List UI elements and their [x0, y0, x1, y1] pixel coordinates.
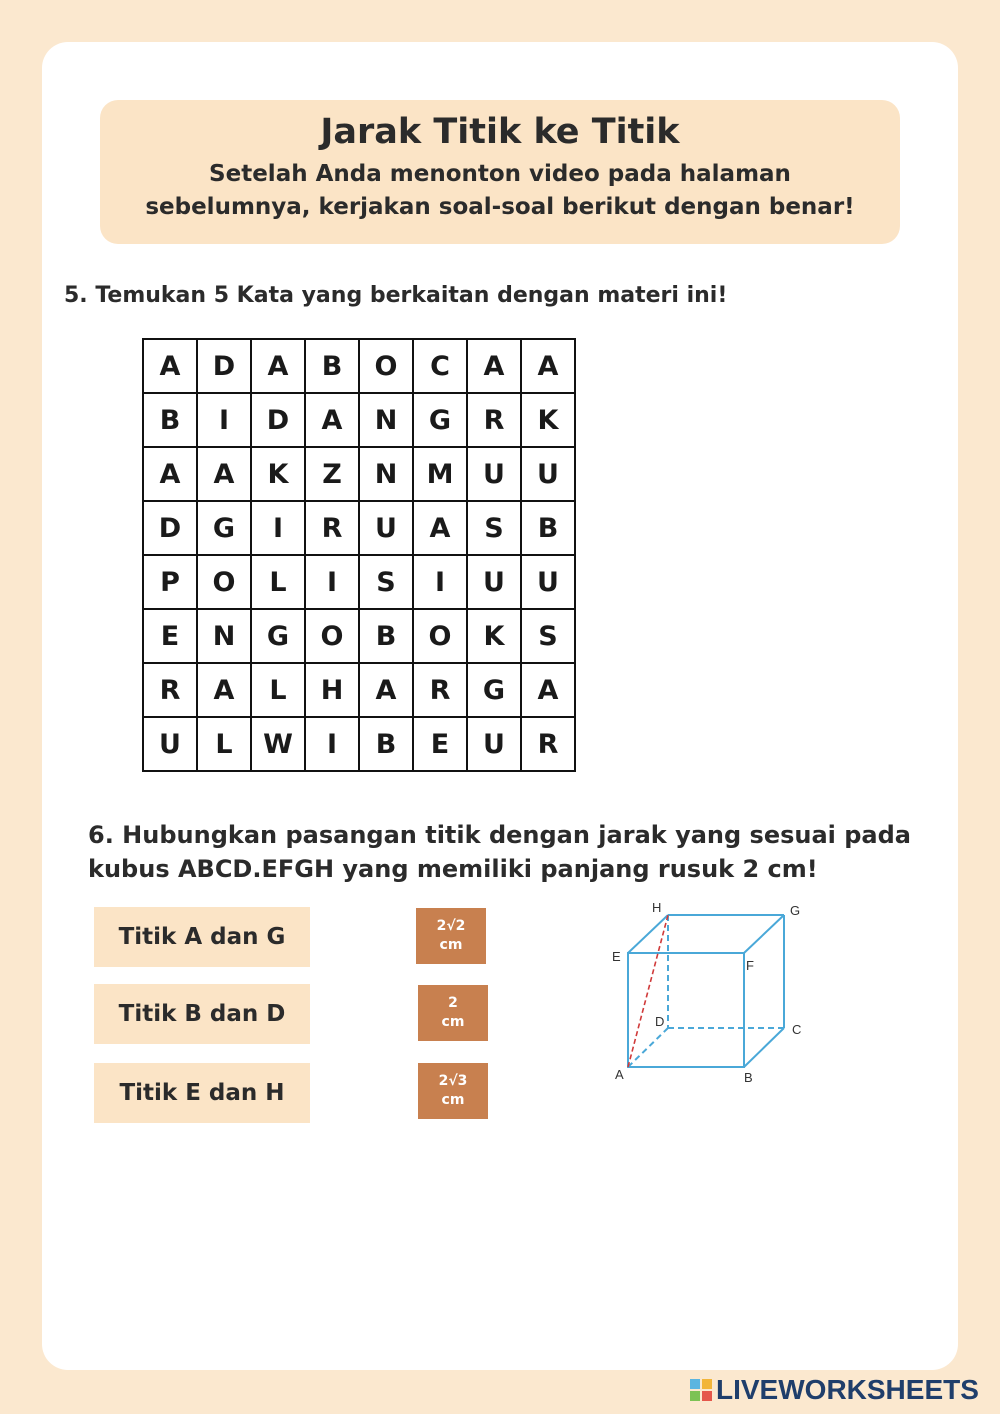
- grid-cell[interactable]: G: [251, 609, 305, 663]
- grid-cell[interactable]: D: [251, 393, 305, 447]
- question-5-text: 5. Temukan 5 Kata yang berkaitan dengan materi ini!: [64, 283, 728, 308]
- grid-cell[interactable]: U: [467, 555, 521, 609]
- brand-name: LIVEWORKSHEETS: [716, 1374, 979, 1405]
- distance-value: 2√2: [436, 918, 466, 934]
- grid-cell[interactable]: A: [197, 447, 251, 501]
- grid-cell[interactable]: N: [197, 609, 251, 663]
- edge-bc: [744, 1028, 784, 1067]
- grid-cell[interactable]: L: [251, 555, 305, 609]
- grid-cell[interactable]: K: [467, 609, 521, 663]
- subtitle-line-1: Setelah Anda menonton video pada halaman: [209, 161, 791, 187]
- grid-cell[interactable]: C: [413, 339, 467, 393]
- grid-cell[interactable]: G: [413, 393, 467, 447]
- label-f: F: [746, 958, 754, 973]
- grid-cell[interactable]: L: [251, 663, 305, 717]
- grid-cell[interactable]: A: [413, 501, 467, 555]
- grid-cell[interactable]: I: [197, 393, 251, 447]
- label-a: A: [615, 1067, 624, 1082]
- grid-cell[interactable]: B: [359, 609, 413, 663]
- edge-eh: [628, 915, 668, 953]
- label-d: D: [655, 1014, 665, 1029]
- grid-cell[interactable]: N: [359, 393, 413, 447]
- grid-cell[interactable]: R: [413, 663, 467, 717]
- point-pair-a-g[interactable]: Titik A dan G: [94, 907, 310, 967]
- grid-cell[interactable]: S: [467, 501, 521, 555]
- distance-option-2[interactable]: [418, 985, 488, 1041]
- grid-cell[interactable]: K: [251, 447, 305, 501]
- grid-cell[interactable]: R: [467, 393, 521, 447]
- distance-unit: cm: [441, 1014, 465, 1030]
- grid-row: [143, 663, 575, 717]
- label-h: H: [652, 900, 662, 915]
- label-b: B: [744, 1070, 753, 1085]
- grid-cell[interactable]: B: [143, 393, 197, 447]
- distance-unit: cm: [439, 937, 463, 953]
- diagonal-ah: [628, 915, 668, 1067]
- grid-cell[interactable]: U: [521, 447, 575, 501]
- grid-row: [143, 717, 575, 771]
- grid-cell[interactable]: R: [305, 501, 359, 555]
- question-6-line-1: 6. Hubungkan pasangan titik dengan jarak yang sesuai pada: [88, 821, 911, 849]
- grid-cell[interactable]: O: [305, 609, 359, 663]
- grid-cell[interactable]: B: [521, 501, 575, 555]
- distance-option-3[interactable]: [418, 1063, 488, 1119]
- cube-diagram: [600, 895, 820, 1095]
- distance-value: 2: [448, 995, 458, 1011]
- grid-cell[interactable]: O: [413, 609, 467, 663]
- grid-cell[interactable]: A: [467, 339, 521, 393]
- grid-cell[interactable]: D: [197, 339, 251, 393]
- grid-cell[interactable]: O: [359, 339, 413, 393]
- grid-cell[interactable]: S: [359, 555, 413, 609]
- page-subtitle: [100, 158, 900, 224]
- grid-cell[interactable]: I: [251, 501, 305, 555]
- question-6-text: [88, 818, 948, 886]
- grid-cell[interactable]: A: [197, 663, 251, 717]
- grid-cell[interactable]: E: [413, 717, 467, 771]
- word-search-grid: [142, 338, 576, 772]
- distance-value: 2√3: [438, 1073, 468, 1089]
- point-pair-e-h[interactable]: Titik E dan H: [94, 1063, 310, 1123]
- grid-cell[interactable]: G: [467, 663, 521, 717]
- grid-cell[interactable]: A: [305, 393, 359, 447]
- grid-row: [143, 555, 575, 609]
- grid-cell[interactable]: U: [359, 501, 413, 555]
- grid-cell[interactable]: A: [143, 339, 197, 393]
- grid-cell[interactable]: W: [251, 717, 305, 771]
- grid-cell[interactable]: K: [521, 393, 575, 447]
- footer-logo: [690, 1374, 979, 1406]
- grid-cell[interactable]: O: [197, 555, 251, 609]
- grid-cell[interactable]: S: [521, 609, 575, 663]
- grid-cell[interactable]: I: [305, 555, 359, 609]
- edge-fg: [744, 915, 784, 953]
- grid-cell[interactable]: R: [143, 663, 197, 717]
- grid-cell[interactable]: I: [305, 717, 359, 771]
- point-pair-b-d[interactable]: Titik B dan D: [94, 984, 310, 1044]
- grid-row: [143, 339, 575, 393]
- grid-cell[interactable]: U: [521, 555, 575, 609]
- page-title: Jarak Titik ke Titik: [320, 112, 680, 152]
- distance-unit: cm: [441, 1092, 465, 1108]
- distance-option-1[interactable]: [416, 908, 486, 964]
- grid-cell[interactable]: A: [521, 339, 575, 393]
- edge-ad-hidden: [628, 1028, 668, 1067]
- grid-cell[interactable]: A: [359, 663, 413, 717]
- grid-row: [143, 501, 575, 555]
- label-c: C: [792, 1022, 802, 1037]
- grid-cell[interactable]: P: [143, 555, 197, 609]
- grid-cell[interactable]: L: [197, 717, 251, 771]
- grid-cell[interactable]: A: [521, 663, 575, 717]
- grid-cell[interactable]: A: [143, 447, 197, 501]
- label-g: G: [790, 903, 801, 918]
- grid-cell[interactable]: B: [305, 339, 359, 393]
- grid-cell[interactable]: Z: [305, 447, 359, 501]
- question-6-line-2: kubus ABCD.EFGH yang memiliki panjang rusuk 2 cm!: [88, 855, 818, 883]
- grid-cell[interactable]: U: [143, 717, 197, 771]
- subtitle-line-2: sebelumnya, kerjakan soal-soal berikut dengan benar!: [145, 194, 855, 220]
- grid-cell[interactable]: M: [413, 447, 467, 501]
- grid-cell[interactable]: E: [143, 609, 197, 663]
- grid-cell[interactable]: A: [251, 339, 305, 393]
- grid-cell[interactable]: D: [143, 501, 197, 555]
- grid-cell[interactable]: N: [359, 447, 413, 501]
- grid-row: [143, 393, 575, 447]
- grid-cell[interactable]: H: [305, 663, 359, 717]
- grid-cell[interactable]: R: [521, 717, 575, 771]
- grid-row: [143, 447, 575, 501]
- header-box: [100, 100, 900, 244]
- grid-cell[interactable]: B: [359, 717, 413, 771]
- label-e: E: [612, 949, 621, 964]
- grid-cell[interactable]: G: [197, 501, 251, 555]
- liveworksheets-logo-icon: [690, 1379, 712, 1401]
- grid-cell[interactable]: U: [467, 717, 521, 771]
- grid-cell[interactable]: I: [413, 555, 467, 609]
- grid-cell[interactable]: U: [467, 447, 521, 501]
- grid-row: [143, 609, 575, 663]
